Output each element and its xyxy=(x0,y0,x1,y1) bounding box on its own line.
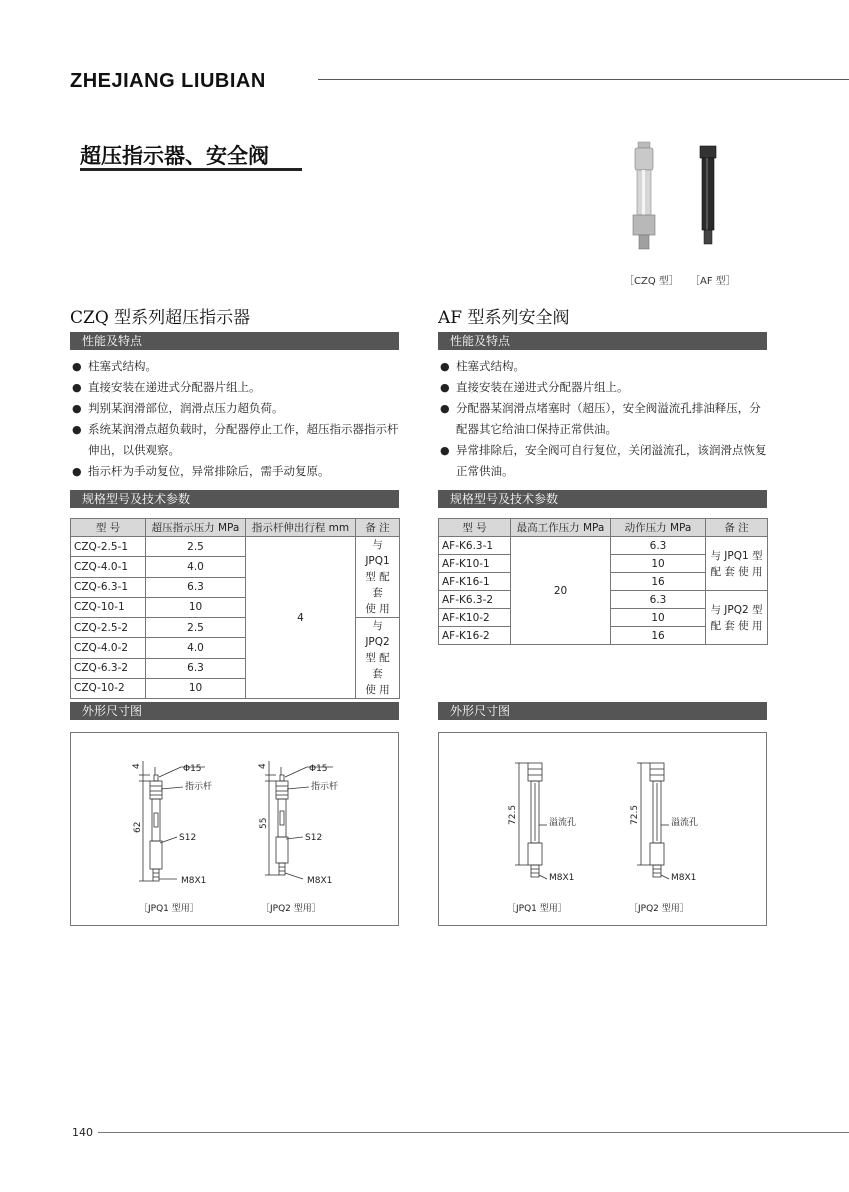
product-photo xyxy=(620,140,740,270)
af-dimension-drawing xyxy=(439,733,766,925)
pressure-cell: 4.0 xyxy=(146,638,246,658)
column-header: 最高工作压力 MPa xyxy=(511,519,611,537)
max-pressure-cell: 20 xyxy=(511,537,611,645)
model-cell: AF-K6.3-2 xyxy=(439,591,511,609)
af-jpq2-drawing xyxy=(637,763,669,879)
note-line: 型 配 套 xyxy=(365,571,390,599)
page-title-underline xyxy=(80,168,302,171)
footer-divider xyxy=(98,1132,849,1133)
czq1-dim-top: 4 xyxy=(132,763,142,769)
af-photo-caption: ［AF 型］ xyxy=(690,276,736,287)
list-item: ● 指示杆为手动复位，异常排除后，需手动复原。 xyxy=(72,461,402,482)
czq1-rod-label: 指示杆 xyxy=(185,782,213,792)
list-item: ● 异常排除后，安全阀可自行复位，关闭溢流孔，该润滑点恢复正常供油。 xyxy=(440,440,770,482)
action-pressure-cell: 6.3 xyxy=(611,591,706,609)
model-cell: CZQ-10-2 xyxy=(71,678,146,698)
czq-dimension-drawing xyxy=(71,733,398,925)
af2-hole-label: 溢流孔 xyxy=(671,818,699,828)
czq2-dia-label: Φ15 xyxy=(309,764,328,774)
note-cell xyxy=(706,591,768,645)
af2-thread-label: M8X1 xyxy=(671,873,697,883)
czq2-thread-label: M8X1 xyxy=(307,876,333,886)
model-cell: CZQ-10-1 xyxy=(71,597,146,617)
note-cell xyxy=(356,537,400,618)
czq2-len-label: 55 xyxy=(259,817,269,829)
pressure-cell: 2.5 xyxy=(146,618,246,638)
note-line: 配 套 使 用 xyxy=(710,565,763,578)
af-spec-table xyxy=(438,518,768,645)
czq-product-image xyxy=(633,142,655,249)
column-header: 超压指示压力 MPa xyxy=(146,519,246,537)
page-number: 140 xyxy=(72,1126,93,1139)
czq-photo-caption: ［CZQ 型］ xyxy=(624,276,679,287)
czq1-len-label: 62 xyxy=(133,821,143,833)
czq2-hex-label: S12 xyxy=(305,833,323,843)
column-header: 指示杆伸出行程 mm xyxy=(246,519,356,537)
af-jpq1-drawing xyxy=(515,763,547,879)
action-pressure-cell: 16 xyxy=(611,573,706,591)
czq1-thread-label: M8X1 xyxy=(181,876,207,886)
af-product-image xyxy=(700,146,716,244)
af-drawing-box xyxy=(438,732,767,926)
pressure-cell: 4.0 xyxy=(146,557,246,577)
table-row xyxy=(71,537,400,557)
list-item: ● 柱塞式结构。 xyxy=(440,356,770,377)
table-row xyxy=(439,537,768,555)
table-header-row xyxy=(439,519,768,537)
stroke-cell: 4 xyxy=(246,537,356,699)
czq-spec-table xyxy=(70,518,400,699)
list-item: ● 直接安装在递进式分配器片组上。 xyxy=(440,377,770,398)
model-cell: AF-K16-1 xyxy=(439,573,511,591)
pressure-cell: 10 xyxy=(146,597,246,617)
list-item: ● 柱塞式结构。 xyxy=(72,356,402,377)
af-spec-bar: 规格型号及技术参数 xyxy=(438,490,767,508)
czq-jpq1-drawing xyxy=(139,761,205,881)
czq-spec-bar: 规格型号及技术参数 xyxy=(70,490,399,508)
list-item: ● 系统某润滑点超负载时，分配器停止工作，超压指示器指示杆伸出，以供观察。 xyxy=(72,419,402,461)
table-header-row xyxy=(71,519,400,537)
czq2-caption: ［JPQ2 型用］ xyxy=(261,904,321,914)
czq1-caption: ［JPQ1 型用］ xyxy=(139,904,199,914)
af-section-title: AF 型系列安全阀 xyxy=(438,308,570,328)
column-header: 型 号 xyxy=(439,519,511,537)
note-line: 使 用 xyxy=(365,684,390,696)
model-cell: CZQ-4.0-1 xyxy=(71,557,146,577)
action-pressure-cell: 6.3 xyxy=(611,537,706,555)
note-line: 与 JPQ1 型 xyxy=(710,549,763,562)
model-cell: AF-K6.3-1 xyxy=(439,537,511,555)
column-header: 备 注 xyxy=(706,519,768,537)
note-line: 与 JPQ1 xyxy=(365,539,390,567)
af2-len-label: 72.5 xyxy=(630,804,640,825)
list-item: ● 判别某润滑部位，润滑点压力超负荷。 xyxy=(72,398,402,419)
note-line: 与 JPQ2 型 xyxy=(710,603,763,616)
note-line: 与 JPQ2 xyxy=(365,620,390,648)
note-line: 使 用 xyxy=(365,603,390,615)
af1-thread-label: M8X1 xyxy=(549,873,575,883)
af1-hole-label: 溢流孔 xyxy=(549,818,577,828)
czq-features-list xyxy=(72,356,402,482)
action-pressure-cell: 10 xyxy=(611,609,706,627)
column-header: 备 注 xyxy=(356,519,400,537)
af-features-list xyxy=(440,356,770,482)
czq1-hex-label: S12 xyxy=(179,833,197,843)
action-pressure-cell: 16 xyxy=(611,627,706,645)
list-item: ● 分配器某润滑点堵塞时（超压），安全阀溢流孔排油释压，分配器其它给油口保持正常供油。 xyxy=(440,398,770,440)
model-cell: CZQ-2.5-1 xyxy=(71,537,146,557)
model-cell: CZQ-4.0-2 xyxy=(71,638,146,658)
af-features-bar: 性能及特点 xyxy=(438,332,767,350)
list-item: ● 直接安装在递进式分配器片组上。 xyxy=(72,377,402,398)
model-cell: CZQ-2.5-2 xyxy=(71,618,146,638)
czq-section-title: CZQ 型系列超压指示器 xyxy=(70,308,251,328)
note-cell xyxy=(706,537,768,591)
column-header: 动作压力 MPa xyxy=(611,519,706,537)
note-line: 配 套 使 用 xyxy=(710,619,763,632)
af1-len-label: 72.5 xyxy=(508,804,518,825)
note-cell xyxy=(356,618,400,699)
model-cell: AF-K16-2 xyxy=(439,627,511,645)
czq2-rod-label: 指示杆 xyxy=(311,782,339,792)
af1-caption: ［JPQ1 型用］ xyxy=(507,904,567,914)
header-divider xyxy=(318,79,849,80)
pressure-cell: 10 xyxy=(146,678,246,698)
action-pressure-cell: 10 xyxy=(611,555,706,573)
column-header: 型 号 xyxy=(71,519,146,537)
czq-features-bar: 性能及特点 xyxy=(70,332,399,350)
note-line: 型 配 套 xyxy=(365,652,390,680)
af-dim-bar: 外形尺寸图 xyxy=(438,702,767,720)
czq1-dia-label: Φ15 xyxy=(183,764,202,774)
model-cell: AF-K10-2 xyxy=(439,609,511,627)
czq2-dim-top: 4 xyxy=(258,763,268,769)
model-cell: CZQ-6.3-2 xyxy=(71,658,146,678)
brand-name: ZHEJIANG LIUBIAN xyxy=(70,70,266,92)
model-cell: AF-K10-1 xyxy=(439,555,511,573)
czq-dim-bar: 外形尺寸图 xyxy=(70,702,399,720)
czq-drawing-box xyxy=(70,732,399,926)
page-title: 超压指示器、安全阀 xyxy=(80,144,269,168)
af2-caption: ［JPQ2 型用］ xyxy=(629,904,689,914)
czq-jpq2-drawing xyxy=(265,761,333,879)
pressure-cell: 6.3 xyxy=(146,577,246,597)
model-cell: CZQ-6.3-1 xyxy=(71,577,146,597)
pressure-cell: 6.3 xyxy=(146,658,246,678)
pressure-cell: 2.5 xyxy=(146,537,246,557)
